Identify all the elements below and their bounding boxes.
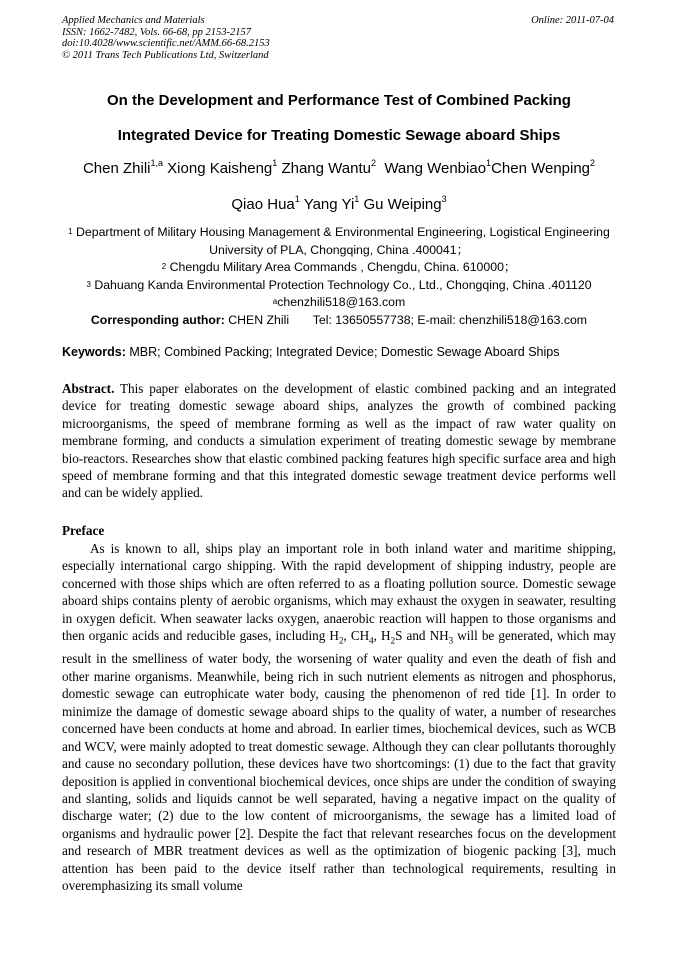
subscript: 2 [390,635,396,646]
online-date: Online: 2011-07-04 [531,15,614,26]
author: Gu Weiping [363,196,442,213]
email-line [62,294,616,312]
body-text: S and NH [395,628,449,644]
aff-text: Dahuang Kanda Environmental Protection Technology Co., Ltd., Chongqing, China .401120 [94,277,592,292]
abstract-label: Abstract. [62,381,115,396]
affiliation-2 [62,259,616,277]
body-text: , CH [343,628,370,644]
author-sup: 1 [354,194,360,204]
aff-sup: 1 [68,227,73,236]
corr-text: CHEN Zhili Tel: 13650557738; E-mail: chenzhili518@163.com [228,312,588,327]
keywords-label: Keywords: [62,345,126,359]
body-text: will be generated, which may result in the smelliness of water body, the worsening of water quality and even the death of fish and other marine organisms. Meanwhile, being rich in such nutrient elements as nitrogen and phosphorus, domestic sewage can eutrophicate water body, causing the phenomenon of red tide [1]. In order to minimize the damage of domestic sewage aboard ships to the quality of water, a number of researches concerned have been conducts at home and abroad. In earlier times, biochemical devices, such as WCB and WCV, were mainly adopted to treat domestic sewage. Although they can clear pollutants thoroughly and cause no secondary pollution, these devices have two shortcomings: (1) due to the fact that gravity deposition is applied in conventional biochemical devices, once ships are under the condition of swaying and slanting, solids and liquids cannot be well separated, having a negative impact on the quality of discharge water; (2) due to the low content of microorganisms, the sewage has a limited load of organisms and hydraulic power [2]. Despite the fact that relevant researches focus on the development and research of MBR treatment devices as well as the optimization of biogenic packing [3], much attention has been paid to the device itself rather than technological requirements, resulting in overemphasizing its small volume [62,628,616,894]
author-sup: 1,a [150,158,163,168]
paper-title-line1: On the Development and Performance Test of Combined Packing [107,92,571,109]
author: Yang Yi [303,196,355,213]
corresponding-author [62,312,616,330]
author: Zhang Wantu [281,160,371,177]
abstract [62,380,616,502]
body-text: As is known to all, ships play an important role in both inland water and maritime shipping, especially international cargo shipping. With the rapid development of shipping industry, people are concerned with those ships which are often referred to as a floating pollution source. Domestic sewage aboard ships contains plenty of aerobic organisms, which may exhaust the oxygen in seawater, resulting in oxygen deficit. When seawater lacks oxygen, anaerobic reaction will happen to those organisms and then organic acids and reducible gases, including H [62,541,616,644]
journal-name: Applied Mechanics and Materials [62,15,205,26]
body-paragraph [62,540,616,895]
body-text: , H [373,628,391,644]
copyright: © 2011 Trans Tech Publications Ltd, Switzerland [62,49,269,61]
abstract-text: This paper elaborates on the development of elastic combined packing and an integrated device for treating domestic sewage aboard ships, analyzes the growth of combined packing microorganisms, the speed of membrane forming as well as the impact of raw water quality on membrane forming, and conducts a simulation experiment of treating domestic sewage by membrane bio-reactors. Researches show that elastic combined packing features high specific surface area and high speed of membrane forming and that this integrated domestic sewage treatment device performs well and can be widely applied. [62,381,617,501]
subscript: 4 [369,635,374,646]
author-sup: 2 [590,158,596,168]
aff-sup: 2 [161,262,167,271]
keywords [62,345,616,359]
keywords-text: MBR; Combined Packing; Integrated Device; Domestic Sewage Aboard Ships [129,345,560,359]
issn: ISSN: 1662-7482, Vols. 66-68, pp 2153-2157 [62,26,251,38]
author-sup: 1 [272,158,278,168]
aff-text: Chengdu Military Area Commands , Chengdu, China. 610000； [169,260,517,274]
author-sup: 3 [441,194,447,204]
affiliation-1 [62,224,616,242]
author: Chen Wenping [491,160,591,177]
author-sup: 2 [370,158,376,168]
author-sup: 1 [486,158,492,168]
author-line-1 [50,160,628,177]
paper-title-line2: Integrated Device for Treating Domestic Sewage aboard Ships [117,127,561,144]
aff-sup: 3 [86,279,91,289]
author: Xiong Kaisheng [167,160,273,177]
affiliations [62,224,616,329]
author-line-2 [50,196,628,213]
author: Qiao Hua [231,196,295,213]
corr-label: Corresponding author: [90,312,225,327]
section-heading-preface: Preface [62,523,105,538]
doi: doi:10.4028/www.scientific.net/AMM.66-68.2153 [62,38,270,49]
author: Chen Zhili [82,160,151,177]
author-sup: 1 [294,194,300,204]
journal-header [62,15,270,61]
aff-text: Department of Military Housing Management & Environmental Engineering, Logistical Engineering [76,225,610,239]
affiliation-3 [62,277,616,295]
aff-sup: a [272,297,278,306]
affiliation-1-cont: University of PLA, Chongqing, China .400041； [209,242,469,257]
email: chenzhili518@163.com [277,295,406,309]
subscript: 3 [448,635,454,646]
author: Wang Wenbiao [384,160,487,177]
subscript: 2 [338,635,344,646]
